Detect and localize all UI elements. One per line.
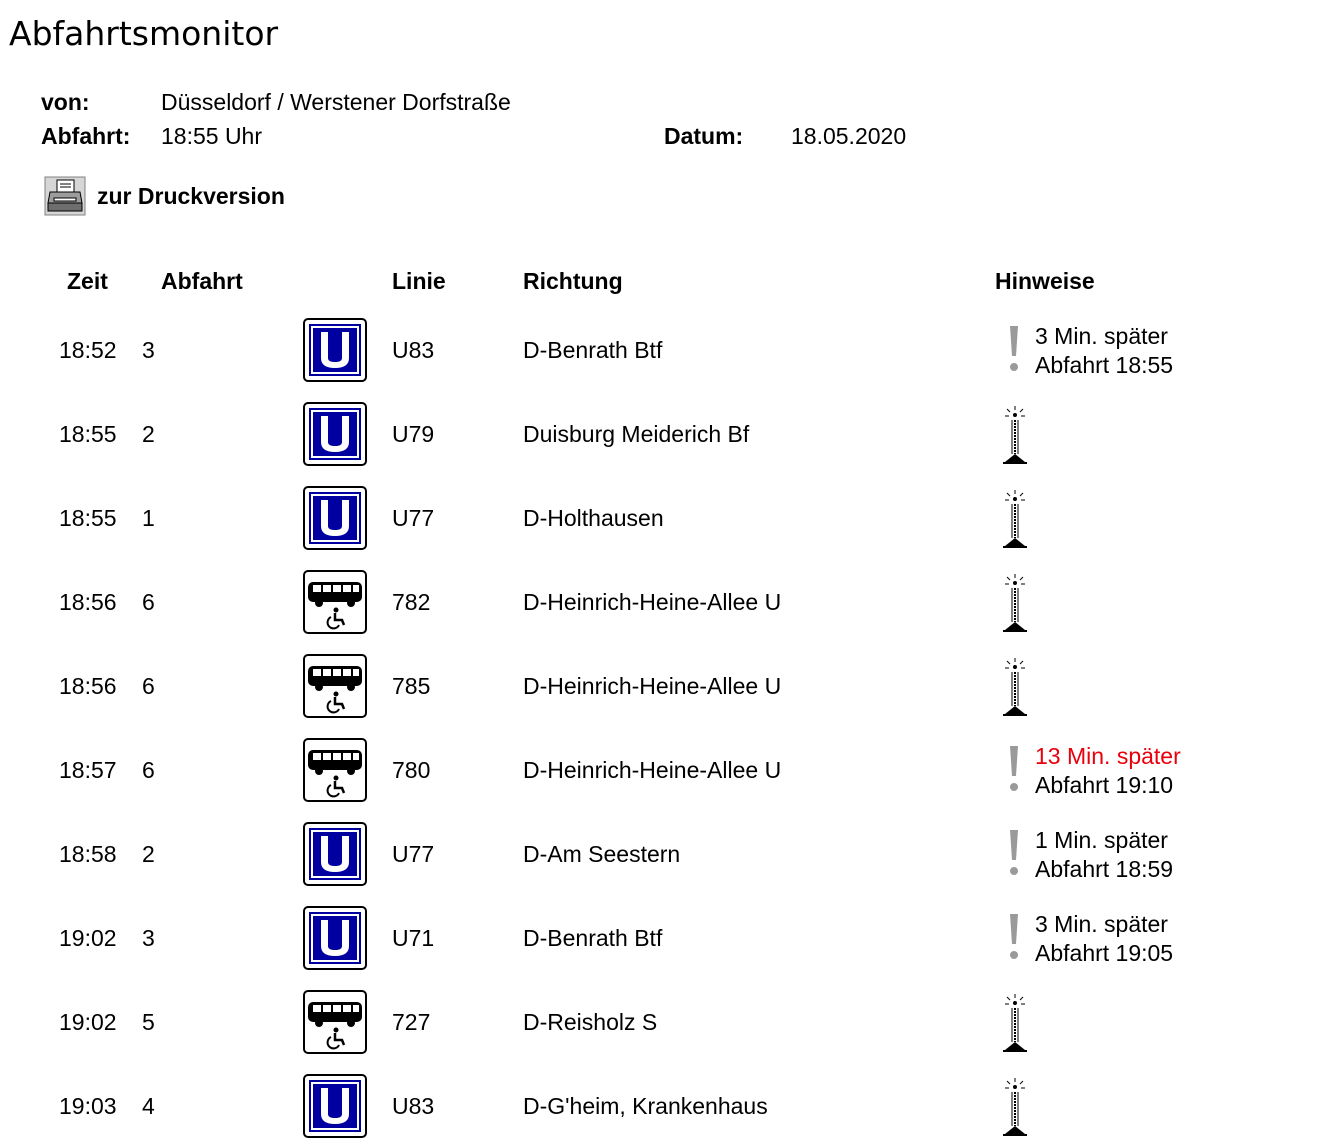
realtime-antenna-icon — [1000, 490, 1030, 555]
direction: D-Am Seestern — [523, 841, 681, 867]
warning-icon — [1006, 324, 1022, 381]
realtime-antenna-icon — [1000, 1078, 1030, 1143]
u-bahn-icon — [303, 318, 367, 382]
datum-value: 18.05.2020 — [791, 123, 907, 149]
realtime-antenna-icon — [1000, 658, 1030, 723]
line-number: U83 — [392, 337, 435, 363]
new-departure-text: Abfahrt 18:59 — [1035, 856, 1174, 882]
departure-platform: 1 — [142, 505, 155, 531]
delay-text: 1 Min. später — [1035, 827, 1168, 853]
u-bahn-icon — [303, 1074, 367, 1138]
line-number: U77 — [392, 505, 435, 531]
direction: D-Benrath Btf — [523, 925, 663, 951]
table-row — [0, 896, 1338, 980]
col-header-linie: Linie — [392, 268, 446, 294]
departure-time: 18:55 — [59, 505, 117, 531]
departure-time: 19:02 — [59, 1009, 117, 1035]
direction: D-Holthausen — [523, 505, 664, 531]
line-number: U71 — [392, 925, 435, 951]
bus-icon — [303, 738, 367, 802]
line-number: U79 — [392, 421, 435, 447]
col-header-hinweise: Hinweise — [995, 268, 1095, 294]
realtime-antenna-icon — [1000, 406, 1030, 471]
departure-platform: 6 — [142, 673, 155, 699]
table-row — [0, 728, 1338, 812]
print-version-link[interactable]: zur Druckversion — [97, 183, 285, 209]
delay-text: 13 Min. später — [1035, 743, 1181, 769]
departure-platform: 2 — [142, 841, 155, 867]
abfahrt-value: 18:55 Uhr — [161, 123, 263, 149]
col-header-abfahrt: Abfahrt — [161, 268, 243, 294]
bus-icon — [303, 990, 367, 1054]
departure-time: 18:56 — [59, 589, 117, 615]
line-number: U83 — [392, 1093, 435, 1119]
von-label: von: — [41, 89, 90, 115]
departure-platform: 6 — [142, 757, 155, 783]
delay-text: 3 Min. später — [1035, 911, 1168, 937]
u-bahn-icon — [303, 906, 367, 970]
table-row — [0, 1064, 1338, 1148]
departure-time: 18:55 — [59, 421, 117, 447]
bus-icon — [303, 570, 367, 634]
realtime-antenna-icon — [1000, 994, 1030, 1059]
departure-time: 18:57 — [59, 757, 117, 783]
direction: D-Heinrich-Heine-Allee U — [523, 673, 782, 699]
line-number: U77 — [392, 841, 435, 867]
line-number: 727 — [392, 1009, 431, 1035]
departure-time: 18:58 — [59, 841, 117, 867]
table-row — [0, 392, 1338, 476]
warning-icon — [1006, 912, 1022, 969]
u-bahn-icon — [303, 486, 367, 550]
departure-platform: 5 — [142, 1009, 155, 1035]
table-row — [0, 812, 1338, 896]
line-number: 785 — [392, 673, 431, 699]
departure-platform: 3 — [142, 337, 155, 363]
new-departure-text: Abfahrt 19:10 — [1035, 772, 1174, 798]
u-bahn-icon — [303, 402, 367, 466]
abfahrt-label: Abfahrt: — [41, 123, 131, 149]
line-number: 782 — [392, 589, 431, 615]
table-row — [0, 560, 1338, 644]
departure-time: 19:02 — [59, 925, 117, 951]
new-departure-text: Abfahrt 19:05 — [1035, 940, 1174, 966]
table-row — [0, 644, 1338, 728]
departure-platform: 6 — [142, 589, 155, 615]
departure-platform: 3 — [142, 925, 155, 951]
von-value: Düsseldorf / Werstener Dorfstraße — [161, 89, 511, 115]
bus-icon — [303, 654, 367, 718]
new-departure-text: Abfahrt 18:55 — [1035, 352, 1174, 378]
table-row — [0, 476, 1338, 560]
departure-time: 18:56 — [59, 673, 117, 699]
direction: D-Benrath Btf — [523, 337, 663, 363]
direction: D-Reisholz S — [523, 1009, 658, 1035]
u-bahn-icon — [303, 822, 367, 886]
departure-time: 19:03 — [59, 1093, 117, 1119]
direction: Duisburg Meiderich Bf — [523, 421, 750, 447]
table-row — [0, 308, 1338, 392]
departure-platform: 4 — [142, 1093, 155, 1119]
departure-platform: 2 — [142, 421, 155, 447]
printer-icon[interactable] — [44, 176, 86, 216]
direction: D-Heinrich-Heine-Allee U — [523, 589, 782, 615]
realtime-antenna-icon — [1000, 574, 1030, 639]
delay-text: 3 Min. später — [1035, 323, 1168, 349]
table-row — [0, 980, 1338, 1064]
datum-label: Datum: — [664, 123, 744, 149]
line-number: 780 — [392, 757, 431, 783]
direction: D-Heinrich-Heine-Allee U — [523, 757, 782, 783]
col-header-richtung: Richtung — [523, 268, 623, 294]
warning-icon — [1006, 828, 1022, 885]
warning-icon — [1006, 744, 1022, 801]
direction: D-G'heim, Krankenhaus — [523, 1093, 768, 1119]
departure-time: 18:52 — [59, 337, 117, 363]
col-header-zeit: Zeit — [67, 268, 108, 294]
page-title: Abfahrtsmonitor — [9, 14, 279, 53]
